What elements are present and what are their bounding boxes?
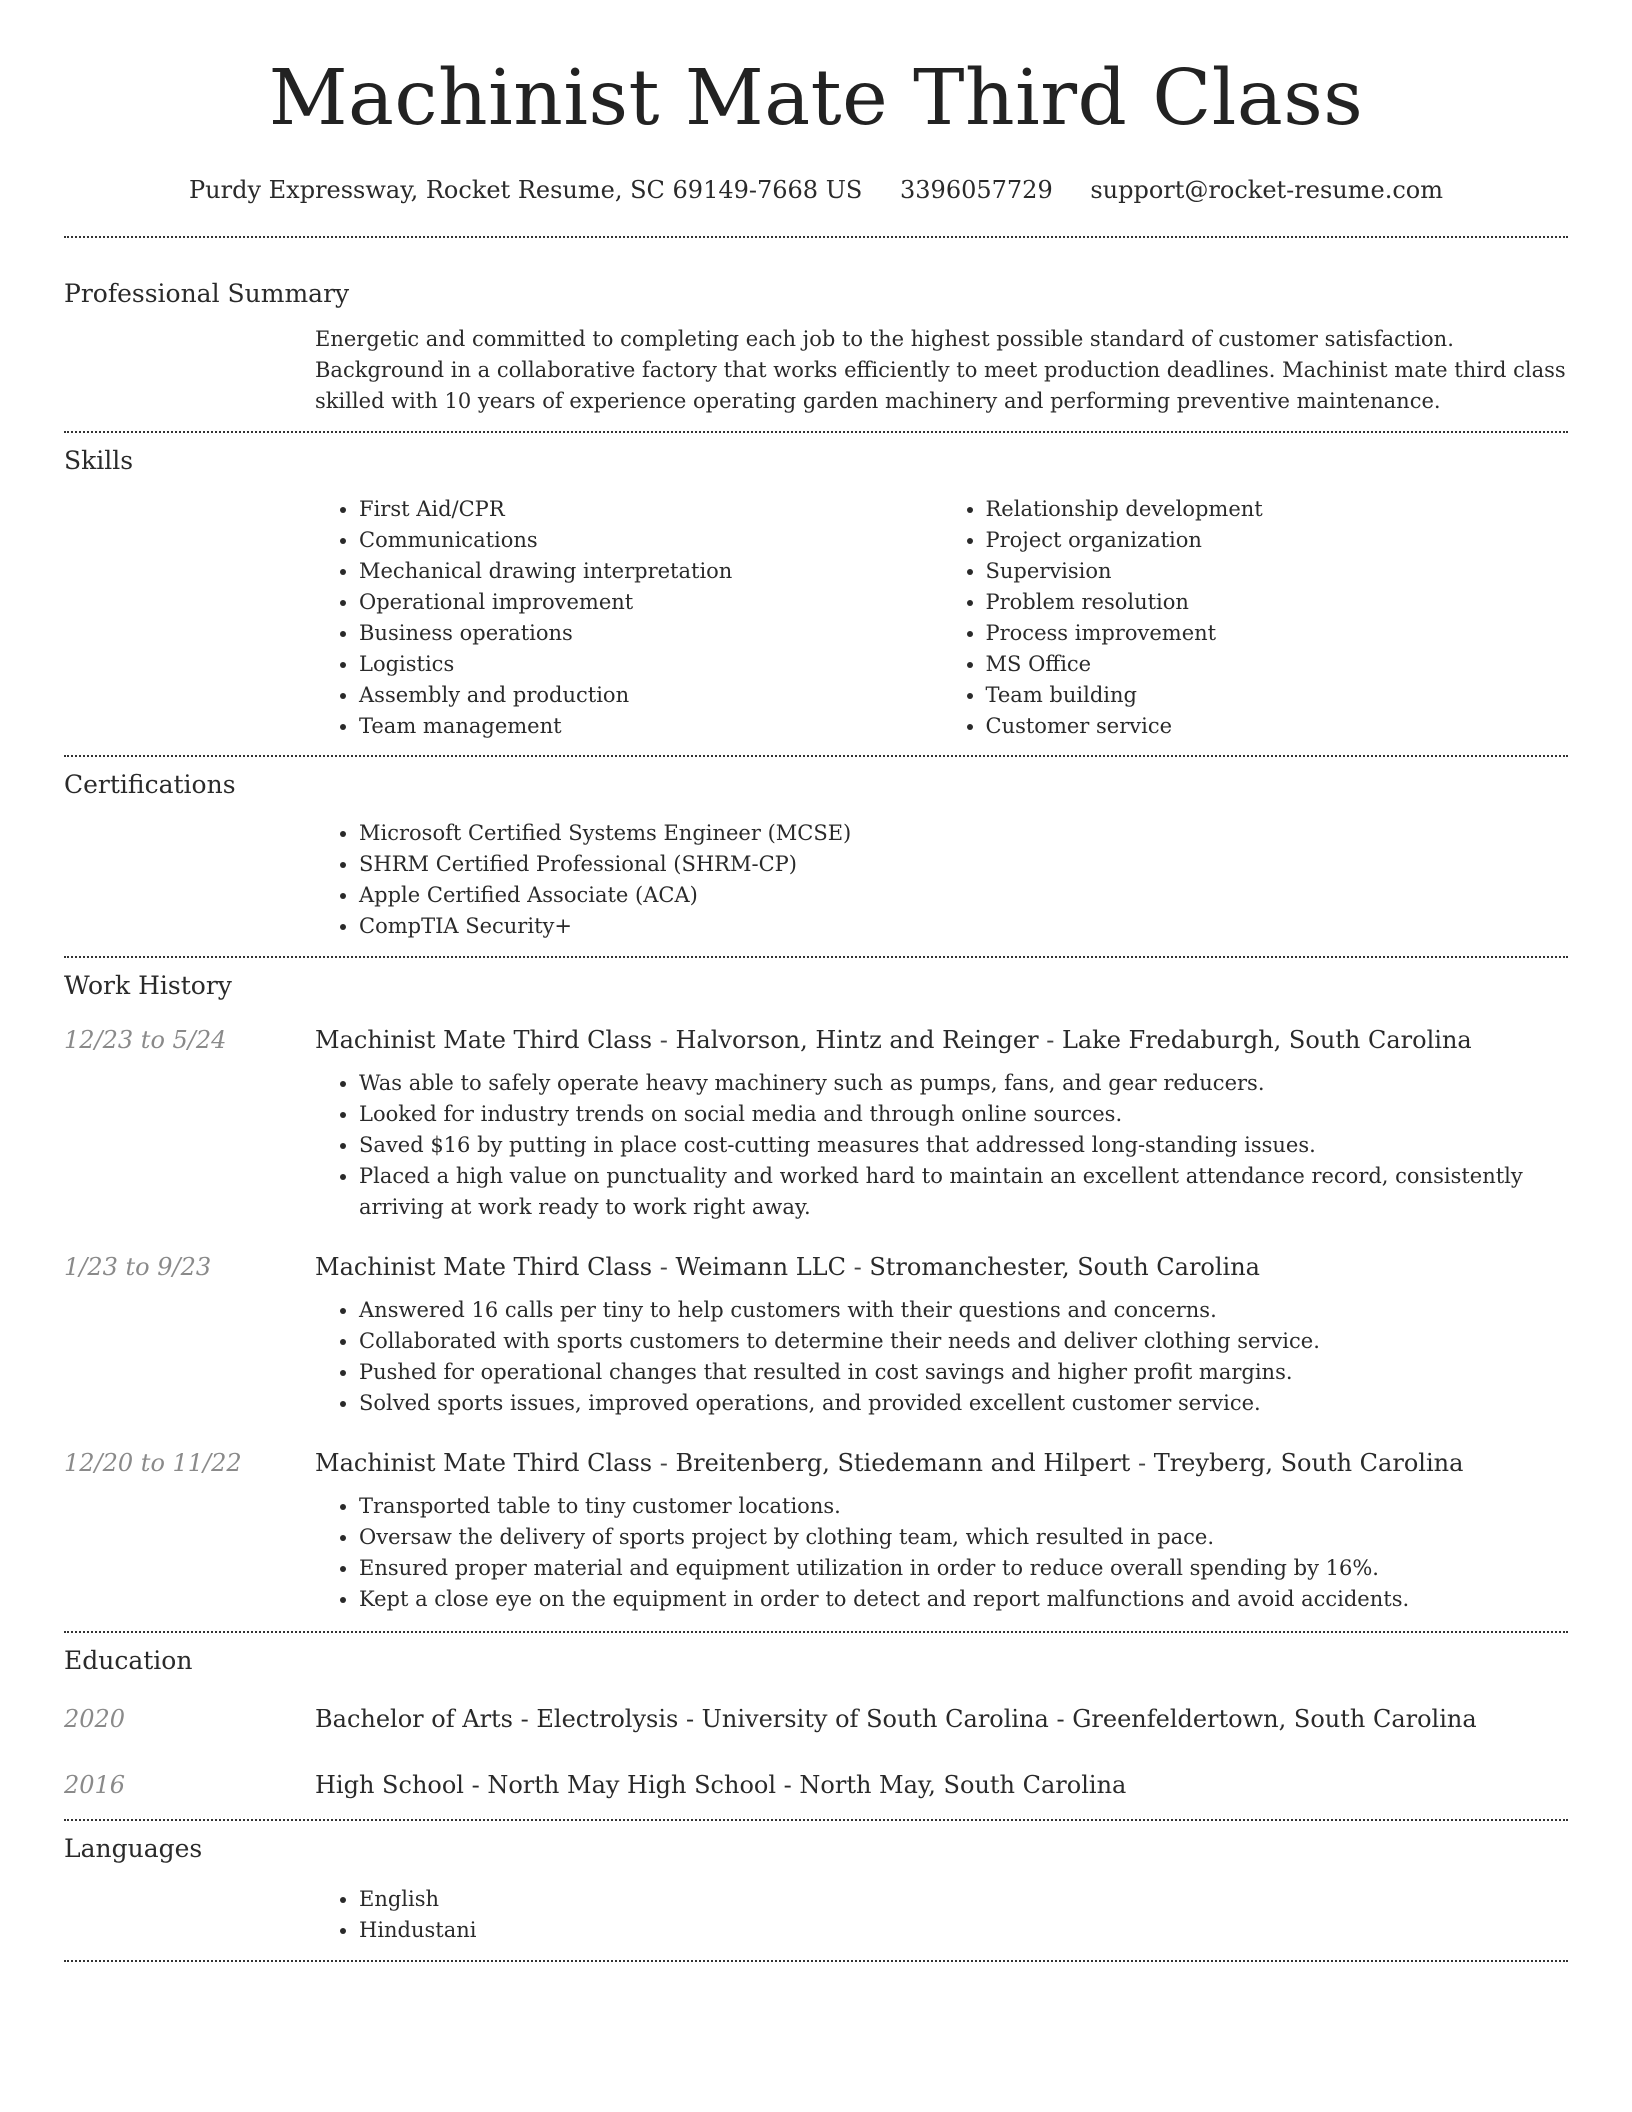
summary-section	[64, 278, 1568, 431]
job-role: Machinist Mate Third Class	[315, 1026, 653, 1054]
job-role: Machinist Mate Third Class	[315, 1449, 653, 1477]
education-section	[64, 1645, 1568, 1819]
job-bullets	[315, 1295, 1568, 1419]
separator: -	[1130, 1449, 1154, 1477]
skill-item: • Process improvement	[986, 618, 1569, 649]
skill-item: • Business operations	[359, 618, 942, 649]
language-item: • English	[359, 1884, 1568, 1915]
job-header-row	[64, 1447, 1568, 1479]
job-bullet: • Answered 16 calls per tiny to help customers with their questions and concerns.	[359, 1295, 1568, 1326]
job-header-row	[64, 1251, 1568, 1283]
skills-list-right	[942, 494, 1569, 742]
divider	[64, 236, 1568, 238]
job-bullet-list	[315, 1491, 1568, 1615]
skill-item: • Team building	[986, 680, 1569, 711]
skills-columns	[315, 494, 1568, 755]
education-text: High School - North May High School - North May, South Carolina	[315, 1771, 1127, 1799]
job-bullet: • Placed a high value on punctuality and worked hard to maintain an excellent attendance record, consistently arriving at work ready to work right away.	[359, 1161, 1568, 1223]
job-bullet: • Was able to safely operate heavy machinery such as pumps, fans, and gear reducers.	[359, 1068, 1568, 1099]
separator: -	[652, 1449, 676, 1477]
job-bullet: • Ensured proper material and equipment utilization in order to reduce overall spending by 16%.	[359, 1553, 1568, 1584]
skills-section	[64, 445, 1568, 755]
job-dates: 1/23 to 9/23	[64, 1253, 212, 1281]
divider	[64, 755, 1568, 757]
job-bullets	[315, 1068, 1568, 1223]
separator: -	[652, 1026, 676, 1054]
jobs-list	[64, 1024, 1568, 1631]
skill-item: • Operational improvement	[359, 587, 942, 618]
job-bullet: • Solved sports issues, improved operations, and provided excellent customer service.	[359, 1388, 1568, 1419]
skill-item: • Customer service	[986, 711, 1569, 742]
separator: -	[1038, 1026, 1062, 1054]
divider	[64, 1960, 1568, 1962]
divider	[64, 1819, 1568, 1821]
contact-email: support@rocket-resume.com	[1090, 176, 1443, 204]
job-dates: 12/23 to 5/24	[64, 1026, 227, 1054]
language-item: • Hindustani	[359, 1915, 1568, 1946]
skill-item: • First Aid/CPR	[359, 494, 942, 525]
certifications-list	[315, 818, 1568, 942]
skill-item: • Relationship development	[986, 494, 1569, 525]
job-bullets	[315, 1491, 1568, 1615]
divider	[64, 431, 1568, 433]
skills-list-left	[315, 494, 942, 742]
job-location: Lake Fredaburgh, South Carolina	[1061, 1026, 1472, 1054]
job-bullet: • Oversaw the delivery of sports project by clothing team, which resulted in pace.	[359, 1522, 1568, 1553]
languages-content	[315, 1884, 1568, 1960]
section-title-certifications: Certifications	[64, 770, 236, 799]
job-role: Machinist Mate Third Class	[315, 1253, 653, 1281]
languages-list	[315, 1884, 1568, 1946]
skill-item: • Logistics	[359, 649, 942, 680]
job-location: Stromanchester, South Carolina	[869, 1253, 1260, 1281]
job-entry	[64, 1251, 1568, 1419]
skill-item: • Assembly and production	[359, 680, 942, 711]
section-title-summary: Professional Summary	[64, 279, 350, 308]
job-entry	[64, 1447, 1568, 1615]
work-history-section	[64, 970, 1568, 1631]
divider	[64, 956, 1568, 958]
section-title-languages: Languages	[64, 1834, 203, 1863]
job-company: Weimann LLC	[675, 1253, 846, 1281]
section-title-education: Education	[64, 1646, 193, 1675]
job-bullet-list	[315, 1295, 1568, 1419]
education-entry	[64, 1703, 1568, 1735]
skill-item: • Mechanical drawing interpretation	[359, 556, 942, 587]
separator: -	[845, 1253, 870, 1281]
contact-address: Purdy Expressway, Rocket Resume, SC 69149-7668 US	[189, 176, 863, 204]
job-entry	[64, 1024, 1568, 1223]
resume-name: Machinist Mate Third Class	[268, 54, 1364, 143]
section-title-work-history: Work History	[64, 971, 232, 1000]
certifications-section	[64, 769, 1568, 956]
job-bullet: • Transported table to tiny customer locations.	[359, 1491, 1568, 1522]
job-header-row	[64, 1024, 1568, 1056]
skill-item: • Team management	[359, 711, 942, 742]
education-year: 2016	[64, 1771, 126, 1799]
skill-item: • Problem resolution	[986, 587, 1569, 618]
job-location: Treyberg, South Carolina	[1153, 1449, 1464, 1477]
summary-text: Energetic and committed to completing each job to the highest possible standard of customer satisfaction. Background in a collaborative factory that works efficiently to meet production deadlines. Machinist mate third class skilled with 10 years of experience operating garden machinery and performing preventive maintenance.	[315, 327, 1566, 413]
certification-item: • Apple Certified Associate (ACA)	[359, 880, 1568, 911]
job-bullet: • Saved $16 by putting in place cost-cutting measures that addressed long-standing issues.	[359, 1130, 1568, 1161]
job-bullet: • Kept a close eye on the equipment in order to detect and report malfunctions and avoid accidents.	[359, 1584, 1568, 1615]
certifications-content	[315, 818, 1568, 956]
separator: -	[652, 1253, 676, 1281]
job-company: Breitenberg, Stiedemann and Hilpert	[675, 1449, 1131, 1477]
job-company: Halvorson, Hintz and Reinger	[675, 1026, 1039, 1054]
job-title-line	[315, 1251, 1260, 1283]
certification-item: • SHRM Certified Professional (SHRM-CP)	[359, 849, 1568, 880]
skill-item: • Supervision	[986, 556, 1569, 587]
skill-item: • Communications	[359, 525, 942, 556]
education-year: 2020	[64, 1705, 126, 1733]
job-bullet: • Collaborated with sports customers to determine their needs and deliver clothing service.	[359, 1326, 1568, 1357]
certification-item: • CompTIA Security+	[359, 911, 1568, 942]
job-title-line	[315, 1447, 1463, 1479]
languages-section	[64, 1833, 1568, 1960]
contact-line	[64, 174, 1568, 206]
job-title-line	[315, 1024, 1472, 1056]
certification-item: • Microsoft Certified Systems Engineer (MCSE)	[359, 818, 1568, 849]
skill-item: • MS Office	[986, 649, 1569, 680]
job-bullet: • Looked for industry trends on social media and through online sources.	[359, 1099, 1568, 1130]
section-title-skills: Skills	[64, 446, 134, 475]
job-bullet: • Pushed for operational changes that resulted in cost savings and higher profit margins.	[359, 1357, 1568, 1388]
education-entry	[64, 1769, 1568, 1801]
education-list	[64, 1703, 1568, 1819]
job-dates: 12/20 to 11/22	[64, 1449, 242, 1477]
education-text: Bachelor of Arts - Electrolysis - University of South Carolina - Greenfeldertown, South Carolina	[315, 1705, 1477, 1733]
contact-phone: 3396057729	[900, 176, 1053, 204]
divider	[64, 1631, 1568, 1633]
skill-item: • Project organization	[986, 525, 1569, 556]
job-bullet-list	[315, 1068, 1568, 1223]
